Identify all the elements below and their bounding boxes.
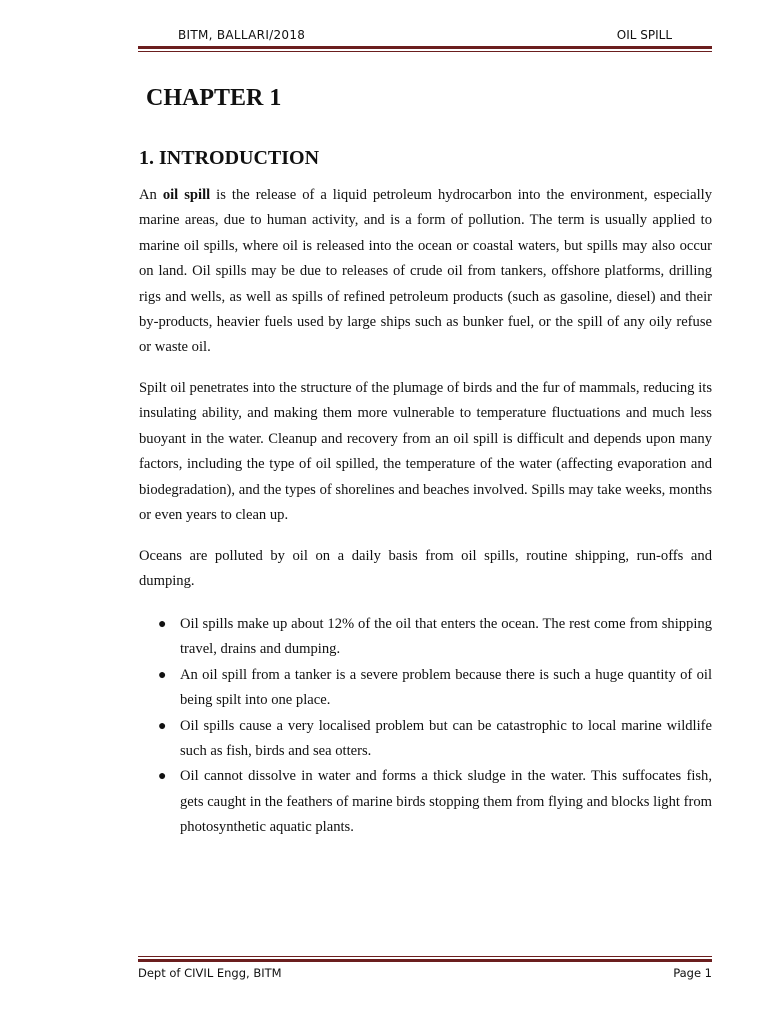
header-rule-thin — [138, 51, 712, 52]
paragraph-2 — [139, 376, 712, 528]
header-left-text: BITM, BALLARI/2018 — [178, 28, 306, 42]
bullet-dot-icon: ● — [158, 769, 167, 785]
list-item-text: Oil spills make up about 12% of the oil that enters the ocean. The rest come from shipping travel, drains and dumping. — [180, 616, 712, 658]
list-item-text: Oil spills cause a very localised problem but can be catastrophic to local marine wildlife such as fish, birds and sea otters. — [180, 717, 712, 760]
paragraph-1-bold-term: oil spill — [162, 187, 211, 203]
page-number: Page 1 — [673, 966, 712, 980]
header-rule-thick — [138, 46, 712, 49]
list-item-text: An oil spill from a tanker is a severe problem because there is such a huge quantity of oil being spilt into one place. — [180, 666, 712, 709]
paragraph-3 — [139, 544, 712, 595]
list-item — [140, 714, 712, 765]
bullet-dot-icon: ● — [158, 667, 167, 683]
footer-rule-thick — [138, 959, 712, 962]
page-footer — [138, 956, 712, 986]
paragraph-3-text: Oceans are polluted by oil on a daily basis from oil spills, routine shipping, run-offs and dumping. — [139, 548, 712, 590]
footer-rule-thin — [138, 956, 712, 957]
bullet-list — [140, 612, 712, 841]
list-item — [140, 612, 712, 663]
list-item — [140, 764, 712, 840]
section-title: 1. INTRODUCTION — [139, 147, 320, 169]
paragraph-1-prefix: An — [139, 187, 163, 203]
footer-left-text: Dept of CIVIL Engg, BITM — [138, 966, 282, 980]
paragraph-1 — [139, 183, 712, 361]
header-right-text: OIL SPILL — [616, 28, 672, 42]
bullet-dot-icon: ● — [158, 617, 167, 632]
list-item — [140, 663, 712, 714]
page-header — [138, 28, 712, 52]
chapter-title: CHAPTER 1 — [146, 85, 282, 111]
list-item-text: Oil cannot dissolve in water and forms a thick sludge in the water. This suffocates fish, gets caught in the feathers of marine birds stopping them from flying and blocks light from photosynthetic aquatic plants. — [180, 768, 712, 836]
bullet-dot-icon: ● — [158, 718, 167, 734]
paragraph-1-rest: is the release of a liquid petroleum hydrocarbon into the environment, especially marine areas, due to human activity, and is a form of pollution. The term is usually applied to marine oil spills, where oil is released into the ocean or coastal waters, but spills may also occur on land. Oil spills may be due to releases of crude oil from tankers, offshore platforms, drilling rigs and wells, as well as spills of refined petroleum products (such as gasoline, diesel) and their by-products, heavier fuels used by large ships such as bunker fuel, or the spill of any oily refuse or waste oil. — [139, 187, 712, 356]
paragraph-2-text: Spilt oil penetrates into the structure of the plumage of birds and the fur of mammals, reducing its insulating ability, and making them more vulnerable to temperature fluctuations and much less buoyant in the water. Cleanup and recovery from an oil spill is difficult and depends upon many factors, including the type of oil spilled, the temperature of the water (affecting evaporation and biodegradation), and the types of shorelines and beaches involved. Spills may take weeks, months or even years to clean up. — [139, 380, 712, 524]
